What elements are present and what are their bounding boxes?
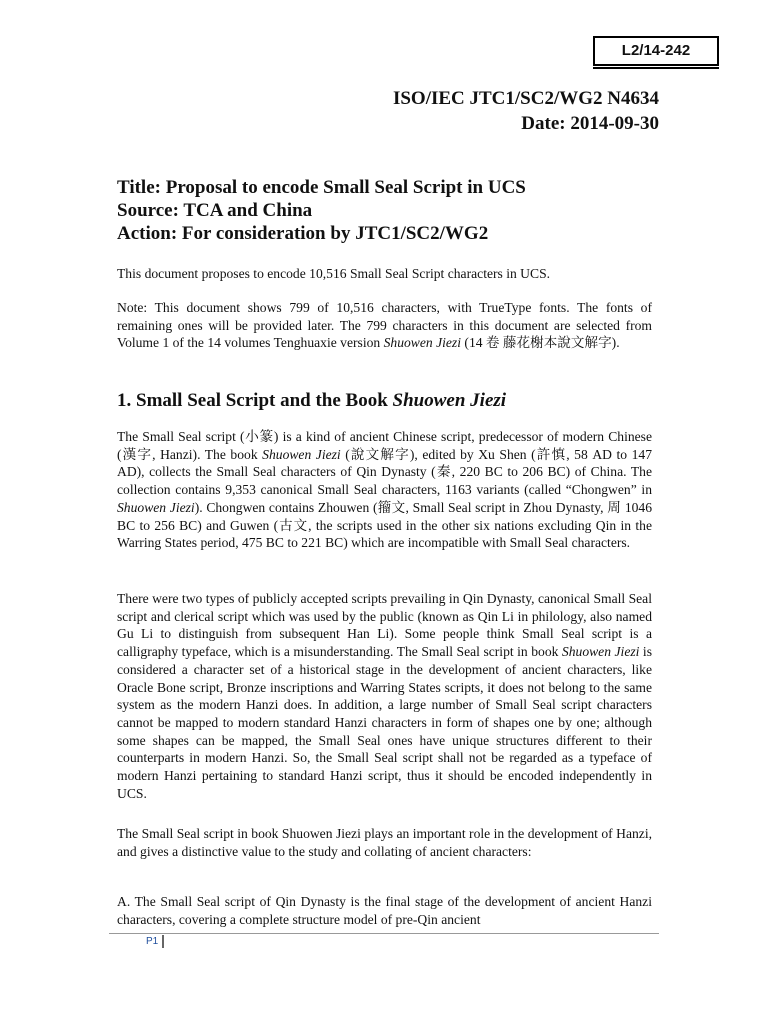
note-text: Note: This document shows 799 of 10,516 characters, with TrueType fonts. The fonts of remaining ones will be provided later. The 799 characters in this document are selected from Volume 1 of the 14 volumes Tenghuaxie version [117,300,652,351]
note-text-end: (14 卷 藤花榭本說文解字). [461,335,620,351]
page-number [146,935,164,948]
document-action: Action: For consideration by JTC1/SC2/WG2 [117,223,489,244]
paragraph-text: The Small Seal script (小篆) is a kind of ancient Chinese script, predecessor of modern Chinese (漢字, Hanzi). The book [117,429,652,462]
intro-paragraph: This document proposes to encode 10,516 Small Seal Script characters in UCS. [117,266,551,281]
section-heading-book-title: Shuowen Jiezi [392,390,507,411]
document-header [393,86,659,136]
body-paragraph-1 [117,428,652,552]
section-heading-text: 1. Small Seal Script and the Book [117,390,393,411]
page-number-value: 1 [152,936,159,947]
book-title-italic: Shuowen Jiezi [561,644,640,660]
paragraph-text: is considered a character set of a historical stage in the development of ancient characters, like Oracle Bone script, Bronze inscriptions and Warring States scripts, it does not belong to the same system as the modern Hanzi does. In addition, a large number of Small Seal script characters cannot be mapped to modern standard Hanzi characters in form of shapes one by one; although some shapes can be mapped, the Small Seal ones have unique structures different to their counterparts in modern Hanzi. So, the Small Seal script shall not be regarded as a typeface of modern Hanzi pertaining to standard Hanzi script, thus it should be encoded independently in UCS. [117,644,652,801]
footer-divider [109,933,659,934]
document-source: Source: TCA and China [117,200,313,221]
book-title-italic: Shuowen Jiezi [383,335,462,351]
body-paragraph-4: A. The Small Seal script of Qin Dynasty is the final stage of the development of ancient Hanzi characters, covering a complete structure model of pre-Qin ancient [117,894,652,927]
paragraph-text: (說文解字), edited by Xu Shen (許慎, 58 AD to 147 AD), collects the Small Seal characters of Qin Dynasty (秦, 220 BC to 206 BC) of China. The collection contains 9,353 canonical Small Seal characters, 1163 variants (called “Chongwen” in [117,446,652,498]
book-title-italic: Shuowen Jiezi [117,499,195,515]
body-paragraph-2 [117,590,652,802]
reference-number: L2/14-242 [621,42,691,59]
title-block [117,176,657,245]
paragraph-text: There were two types of publicly accepted scripts prevailing in Qin Dynasty, canonical Small Seal script and clerical script which was used by the public (known as Qin Li in philology, also named Gu Li to distinguish from subsequent Han Li). Some people think Small Seal script is a calligraphy typeface, which is a misunderstanding. The Small Seal script in book [117,591,652,660]
document-reference-box [593,36,719,66]
note-paragraph [117,299,652,352]
book-title-italic: Shuowen Jiezi [262,446,341,462]
document-date: Date: 2014-09-30 [521,113,659,134]
body-paragraph-3: The Small Seal script in book Shuowen Jiezi plays an important role in the development of Hanzi, and gives a distinctive value to the study and collating of ancient characters: [117,826,652,859]
paragraph-text: ). Chongwen contains Zhouwen (籀文, Small Seal script in Zhou Dynasty, 周 1046 BC to 256 BC) and Guwen (古文, the scripts used in the other six nations excluding Qin in the Warring States period, 475 BC to 221 BC) which are incompatible with Small Seal characters. [117,499,653,551]
document-number: ISO/IEC JTC1/SC2/WG2 N4634 [392,88,659,109]
section-heading [117,389,506,413]
document-title: Title: Proposal to encode Small Seal Script in UCS [117,177,526,198]
page-prefix: P [146,936,153,947]
